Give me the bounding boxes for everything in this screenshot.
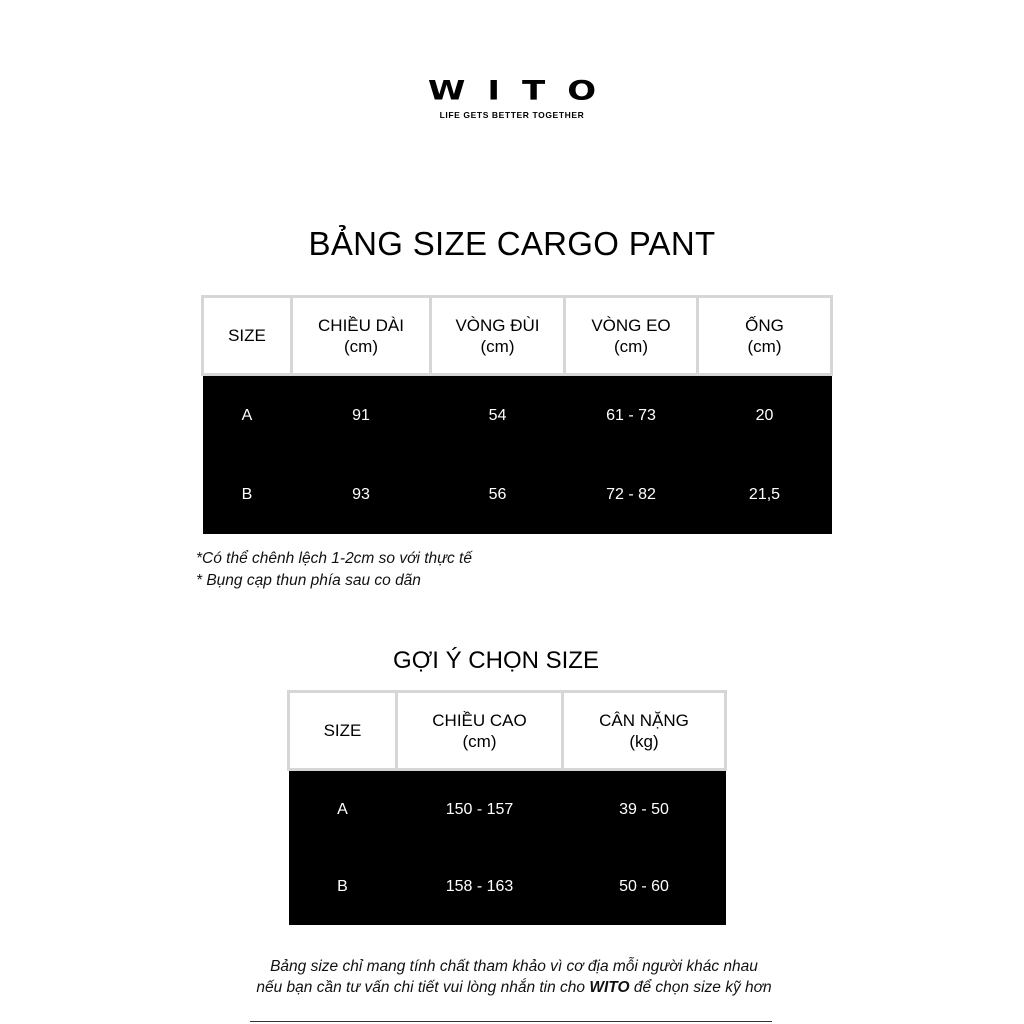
cell-waist: 61 - 73 xyxy=(565,375,698,456)
size-suggestion-table xyxy=(287,690,727,925)
cell-thigh: 54 xyxy=(431,375,565,456)
table-row xyxy=(289,848,726,925)
header-thigh: VÒNG ĐÙI (cm) xyxy=(431,297,565,375)
header-size: SIZE xyxy=(289,692,397,770)
cell-size: A xyxy=(203,375,292,456)
header-size: SIZE xyxy=(203,297,292,375)
table-header-row xyxy=(203,297,832,375)
brand-logo xyxy=(0,72,1024,120)
disclaimer-line-2: nếu bạn cần tư vấn chi tiết vui lòng nhắn tin cho WITO để chọn size kỹ hơn xyxy=(256,979,772,996)
disclaimer-line-1: Bảng size chỉ mang tính chất tham khảo vì cơ địa mỗi người khác nhau xyxy=(270,958,758,975)
bottom-divider xyxy=(250,1021,772,1022)
header-height: CHIỀU CAO (cm) xyxy=(397,692,563,770)
cell-leg-opening: 21,5 xyxy=(698,455,832,534)
disclaimer-brand: WITO xyxy=(589,979,630,996)
cell-size: B xyxy=(289,848,397,925)
cell-thigh: 56 xyxy=(431,455,565,534)
cell-size: B xyxy=(203,455,292,534)
cell-size: A xyxy=(289,770,397,849)
size-notes xyxy=(196,548,472,592)
size-suggestion-title: GỢI Ý CHỌN SIZE xyxy=(393,647,599,674)
cell-length: 93 xyxy=(292,455,431,534)
note-line: * Bụng cạp thun phía sau co dãn xyxy=(196,572,421,589)
size-chart-title: BẢNG SIZE CARGO PANT xyxy=(308,225,716,262)
header-waist: VÒNG EO (cm) xyxy=(565,297,698,375)
cell-weight: 39 - 50 xyxy=(563,770,726,849)
cell-leg-opening: 20 xyxy=(698,375,832,456)
table-header-row xyxy=(289,692,726,770)
cell-waist: 72 - 82 xyxy=(565,455,698,534)
disclaimer xyxy=(0,956,1024,998)
size-chart-table xyxy=(201,295,833,534)
cell-length: 91 xyxy=(292,375,431,456)
brand-name: WITO xyxy=(427,75,619,107)
table-row xyxy=(203,375,832,456)
cell-height: 158 - 163 xyxy=(397,848,563,925)
table-row xyxy=(203,455,832,534)
brand-tagline: LIFE GETS BETTER TOGETHER xyxy=(439,110,585,120)
note-line: *Có thể chênh lệch 1-2cm so với thực tế xyxy=(196,550,472,567)
header-weight: CÂN NẶNG (kg) xyxy=(563,692,726,770)
cell-height: 150 - 157 xyxy=(397,770,563,849)
table-row xyxy=(289,770,726,849)
header-length: CHIỀU DÀI (cm) xyxy=(292,297,431,375)
cell-weight: 50 - 60 xyxy=(563,848,726,925)
header-leg-opening: ỐNG (cm) xyxy=(698,297,832,375)
